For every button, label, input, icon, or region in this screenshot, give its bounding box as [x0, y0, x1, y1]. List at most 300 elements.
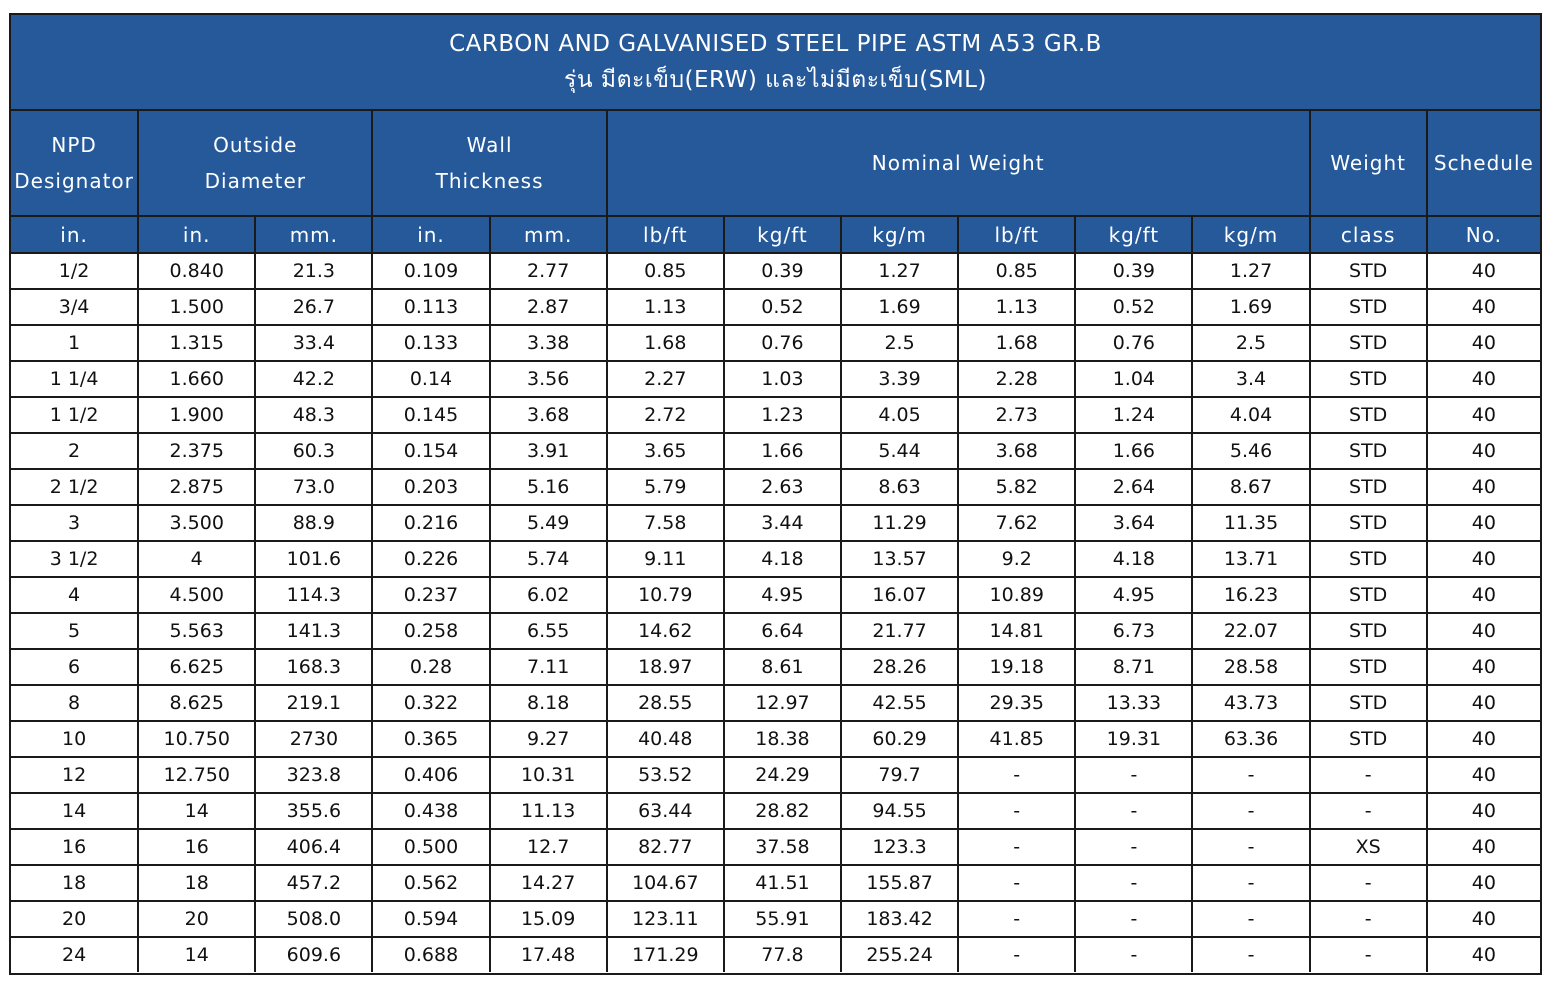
table-cell: 9.2: [958, 541, 1075, 577]
table-cell: -: [1310, 793, 1427, 829]
table-cell: -: [1310, 937, 1427, 972]
table-cell: 77.8: [724, 937, 841, 972]
table-cell: 5: [11, 613, 138, 649]
table-cell: 3.39: [841, 361, 958, 397]
table-cell: 40: [1427, 685, 1540, 721]
unit-header-cell: lb/ft: [607, 216, 724, 253]
table-cell: -: [1310, 757, 1427, 793]
table-cell: -: [1192, 829, 1309, 865]
header-od-line1: Outside: [213, 133, 298, 157]
header-weight: Weight: [1310, 111, 1427, 216]
table-cell: 14: [11, 793, 138, 829]
table-cell: 26.7: [255, 289, 372, 325]
table-cell: 8.18: [490, 685, 607, 721]
table-cell: -: [1192, 865, 1309, 901]
table-cell: -: [1192, 757, 1309, 793]
table-cell: 0.28: [372, 649, 489, 685]
unit-header-cell: in.: [11, 216, 138, 253]
table-cell: 16.07: [841, 577, 958, 613]
table-cell: 12.97: [724, 685, 841, 721]
table-cell: 8.625: [138, 685, 255, 721]
unit-header-cell: kg/ft: [724, 216, 841, 253]
header-wall-line1: Wall: [466, 133, 513, 157]
table-row: [11, 649, 1540, 685]
table-row: [11, 361, 1540, 397]
table-cell: 18: [11, 865, 138, 901]
table-cell: 0.52: [724, 289, 841, 325]
table-cell: 5.44: [841, 433, 958, 469]
table-row: [11, 253, 1540, 289]
table-row: [11, 937, 1540, 972]
table-row: [11, 721, 1540, 757]
table-cell: 123.3: [841, 829, 958, 865]
table-cell: 2 1/2: [11, 469, 138, 505]
table-cell: 168.3: [255, 649, 372, 685]
table-cell: 255.24: [841, 937, 958, 972]
unit-header-cell: class: [1310, 216, 1427, 253]
table-cell: 1.315: [138, 325, 255, 361]
table-cell: STD: [1310, 541, 1427, 577]
table-row: [11, 289, 1540, 325]
unit-header-cell: No.: [1427, 216, 1540, 253]
table-cell: -: [1075, 901, 1192, 937]
table-cell: 183.42: [841, 901, 958, 937]
table-cell: 29.35: [958, 685, 1075, 721]
table-cell: 3.68: [490, 397, 607, 433]
table-cell: 123.11: [607, 901, 724, 937]
table-row: [11, 901, 1540, 937]
table-row: [11, 469, 1540, 505]
table-cell: 12.7: [490, 829, 607, 865]
table-cell: 7.58: [607, 505, 724, 541]
table-row: [11, 433, 1540, 469]
table-cell: STD: [1310, 721, 1427, 757]
table-cell: -: [1075, 757, 1192, 793]
table-cell: 15.09: [490, 901, 607, 937]
table-cell: 37.58: [724, 829, 841, 865]
table-cell: 3.500: [138, 505, 255, 541]
table-cell: 8.61: [724, 649, 841, 685]
table-cell: 79.7: [841, 757, 958, 793]
table-cell: 1.03: [724, 361, 841, 397]
table-cell: 2: [11, 433, 138, 469]
table-cell: 1.24: [1075, 397, 1192, 433]
table-cell: 3.4: [1192, 361, 1309, 397]
table-cell: 28.55: [607, 685, 724, 721]
table-cell: 7.62: [958, 505, 1075, 541]
table-cell: STD: [1310, 397, 1427, 433]
table-cell: 28.26: [841, 649, 958, 685]
table-row: [11, 685, 1540, 721]
table-cell: 13.71: [1192, 541, 1309, 577]
table-cell: XS: [1310, 829, 1427, 865]
unit-header-cell: in.: [138, 216, 255, 253]
table-row: [11, 505, 1540, 541]
table-cell: 63.36: [1192, 721, 1309, 757]
table-cell: 1 1/4: [11, 361, 138, 397]
table-cell: 41.85: [958, 721, 1075, 757]
table-cell: 40: [1427, 613, 1540, 649]
table-cell: 0.76: [724, 325, 841, 361]
table-cell: 33.4: [255, 325, 372, 361]
table-row: [11, 829, 1540, 865]
table-cell: 4.500: [138, 577, 255, 613]
table-cell: 2.73: [958, 397, 1075, 433]
table-cell: 55.91: [724, 901, 841, 937]
table-cell: 114.3: [255, 577, 372, 613]
table-cell: 63.44: [607, 793, 724, 829]
unit-header-cell: kg/m: [841, 216, 958, 253]
unit-header-cell: mm.: [490, 216, 607, 253]
table-cell: 5.82: [958, 469, 1075, 505]
table-cell: 40: [1427, 757, 1540, 793]
table-cell: 1.69: [841, 289, 958, 325]
table-cell: 4.05: [841, 397, 958, 433]
table-cell: 2730: [255, 721, 372, 757]
table-cell: 0.85: [958, 253, 1075, 289]
table-cell: 8.63: [841, 469, 958, 505]
table-cell: 0.39: [1075, 253, 1192, 289]
table-cell: 2.63: [724, 469, 841, 505]
table-cell: 40: [1427, 649, 1540, 685]
table-cell: 40: [1427, 721, 1540, 757]
table-cell: 0.438: [372, 793, 489, 829]
table-cell: -: [1075, 865, 1192, 901]
table-cell: STD: [1310, 433, 1427, 469]
table-row: [11, 793, 1540, 829]
table-cell: 10: [11, 721, 138, 757]
table-cell: 40: [1427, 289, 1540, 325]
table-cell: 40: [1427, 541, 1540, 577]
table-cell: 40: [1427, 829, 1540, 865]
table-cell: 0.562: [372, 865, 489, 901]
table-cell: 21.77: [841, 613, 958, 649]
table-cell: 1: [11, 325, 138, 361]
table-cell: 0.145: [372, 397, 489, 433]
table-cell: 16: [138, 829, 255, 865]
table-cell: 18: [138, 865, 255, 901]
table-cell: STD: [1310, 253, 1427, 289]
table-cell: 14.81: [958, 613, 1075, 649]
table-cell: 1 1/2: [11, 397, 138, 433]
table-cell: -: [958, 757, 1075, 793]
table-cell: 11.35: [1192, 505, 1309, 541]
table-cell: 9.11: [607, 541, 724, 577]
table-cell: 4.95: [724, 577, 841, 613]
table-cell: 0.840: [138, 253, 255, 289]
table-cell: 4.18: [724, 541, 841, 577]
header-npd-line2: Designator: [14, 169, 134, 193]
table-cell: 8.67: [1192, 469, 1309, 505]
table-cell: 42.55: [841, 685, 958, 721]
table-cell: 171.29: [607, 937, 724, 972]
table-cell: 1/2: [11, 253, 138, 289]
table-cell: 1.900: [138, 397, 255, 433]
table-cell: 1.66: [1075, 433, 1192, 469]
table-cell: 24.29: [724, 757, 841, 793]
table-cell: 6: [11, 649, 138, 685]
table-cell: 457.2: [255, 865, 372, 901]
table-cell: 2.5: [1192, 325, 1309, 361]
table-cell: 9.27: [490, 721, 607, 757]
table-row: [11, 865, 1540, 901]
table-cell: 4: [11, 577, 138, 613]
table-cell: 1.27: [841, 253, 958, 289]
table-cell: 3.68: [958, 433, 1075, 469]
header-wall-thickness: [372, 111, 606, 216]
table-cell: 3: [11, 505, 138, 541]
table-cell: 2.375: [138, 433, 255, 469]
table-cell: 0.500: [372, 829, 489, 865]
table-body: [11, 253, 1540, 972]
table-cell: 10.79: [607, 577, 724, 613]
table-cell: 40: [1427, 793, 1540, 829]
table-cell: 2.87: [490, 289, 607, 325]
table-cell: 13.57: [841, 541, 958, 577]
table-cell: 10.89: [958, 577, 1075, 613]
table-cell: 3.65: [607, 433, 724, 469]
table-cell: 2.77: [490, 253, 607, 289]
table-cell: 13.33: [1075, 685, 1192, 721]
table-cell: 0.39: [724, 253, 841, 289]
table-cell: 609.6: [255, 937, 372, 972]
table-cell: 5.46: [1192, 433, 1309, 469]
table-cell: 2.875: [138, 469, 255, 505]
table-cell: 1.68: [607, 325, 724, 361]
table-cell: 60.3: [255, 433, 372, 469]
table-cell: 0.76: [1075, 325, 1192, 361]
header-nominal-weight: Nominal Weight: [607, 111, 1310, 216]
table-cell: -: [958, 865, 1075, 901]
table-cell: 19.18: [958, 649, 1075, 685]
table-cell: 104.67: [607, 865, 724, 901]
table-cell: 40: [1427, 253, 1540, 289]
table-cell: 40: [1427, 433, 1540, 469]
table-row: [11, 613, 1540, 649]
header-npd-line1: NPD: [51, 133, 97, 157]
table-cell: 8: [11, 685, 138, 721]
table-cell: -: [958, 901, 1075, 937]
table-cell: 40: [1427, 397, 1540, 433]
table-cell: 1.66: [724, 433, 841, 469]
table-cell: 21.3: [255, 253, 372, 289]
table-row: [11, 577, 1540, 613]
table-cell: 40: [1427, 577, 1540, 613]
table-cell: -: [1192, 901, 1309, 937]
table-cell: 40: [1427, 469, 1540, 505]
table-cell: 0.85: [607, 253, 724, 289]
table-cell: 88.9: [255, 505, 372, 541]
table-cell: 12: [11, 757, 138, 793]
table-cell: 6.55: [490, 613, 607, 649]
table-cell: 53.52: [607, 757, 724, 793]
table-cell: 14: [138, 793, 255, 829]
table-cell: 5.74: [490, 541, 607, 577]
table-cell: 40.48: [607, 721, 724, 757]
table-cell: 5.79: [607, 469, 724, 505]
table-cell: -: [958, 937, 1075, 972]
table-cell: 10.31: [490, 757, 607, 793]
table-cell: 7.11: [490, 649, 607, 685]
table-cell: 40: [1427, 901, 1540, 937]
table-cell: 28.82: [724, 793, 841, 829]
table-cell: 406.4: [255, 829, 372, 865]
table-cell: 11.29: [841, 505, 958, 541]
pipe-spec-sheet: [9, 13, 1542, 975]
table-cell: 14.27: [490, 865, 607, 901]
table-cell: 1.660: [138, 361, 255, 397]
table-cell: 41.51: [724, 865, 841, 901]
table-cell: 40: [1427, 505, 1540, 541]
table-cell: 0.258: [372, 613, 489, 649]
table-cell: 40: [1427, 937, 1540, 972]
table-cell: 11.13: [490, 793, 607, 829]
unit-header-cell: kg/m: [1192, 216, 1309, 253]
table-cell: 0.52: [1075, 289, 1192, 325]
table-cell: 17.48: [490, 937, 607, 972]
table-cell: STD: [1310, 505, 1427, 541]
table-cell: -: [1192, 937, 1309, 972]
table-cell: 40: [1427, 865, 1540, 901]
table-cell: 40: [1427, 361, 1540, 397]
table-cell: 0.216: [372, 505, 489, 541]
table-cell: 323.8: [255, 757, 372, 793]
table-cell: 2.72: [607, 397, 724, 433]
table-cell: 42.2: [255, 361, 372, 397]
table-cell: 0.109: [372, 253, 489, 289]
header-wall-line2: Thickness: [435, 169, 544, 193]
table-row: [11, 397, 1540, 433]
pipe-spec-table: [11, 111, 1540, 972]
table-cell: 82.77: [607, 829, 724, 865]
table-cell: 1.13: [607, 289, 724, 325]
table-cell: -: [958, 829, 1075, 865]
title-line-2: รุ่น มีตะเข็บ(ERW) และไม่มีตะเข็บ(SML): [564, 67, 987, 93]
table-cell: -: [958, 793, 1075, 829]
table-cell: 18.38: [724, 721, 841, 757]
header-npd-designator: [11, 111, 138, 216]
table-cell: -: [1075, 793, 1192, 829]
table-cell: 1.27: [1192, 253, 1309, 289]
table-cell: 4.95: [1075, 577, 1192, 613]
table-cell: 0.365: [372, 721, 489, 757]
table-cell: STD: [1310, 649, 1427, 685]
table-cell: 1.23: [724, 397, 841, 433]
table-cell: 1.68: [958, 325, 1075, 361]
table-cell: 2.27: [607, 361, 724, 397]
unit-row: [11, 216, 1540, 253]
table-cell: 101.6: [255, 541, 372, 577]
table-cell: 6.02: [490, 577, 607, 613]
table-cell: 219.1: [255, 685, 372, 721]
table-cell: 0.594: [372, 901, 489, 937]
table-cell: -: [1192, 793, 1309, 829]
table-cell: 0.113: [372, 289, 489, 325]
unit-header-cell: kg/ft: [1075, 216, 1192, 253]
table-cell: 0.406: [372, 757, 489, 793]
header-schedule: Schedule: [1427, 111, 1540, 216]
table-cell: -: [1310, 865, 1427, 901]
table-cell: 3.91: [490, 433, 607, 469]
table-cell: 22.07: [1192, 613, 1309, 649]
table-cell: 40: [1427, 325, 1540, 361]
table-cell: 4.04: [1192, 397, 1309, 433]
table-cell: 0.154: [372, 433, 489, 469]
table-cell: STD: [1310, 613, 1427, 649]
table-cell: 28.58: [1192, 649, 1309, 685]
header-outside-diameter: [138, 111, 372, 216]
table-cell: 0.133: [372, 325, 489, 361]
table-cell: 24: [11, 937, 138, 972]
table-cell: 20: [11, 901, 138, 937]
table-cell: 2.28: [958, 361, 1075, 397]
table-cell: 6.73: [1075, 613, 1192, 649]
table-cell: 8.71: [1075, 649, 1192, 685]
table-cell: 60.29: [841, 721, 958, 757]
table-cell: 1.500: [138, 289, 255, 325]
table-cell: STD: [1310, 361, 1427, 397]
table-cell: 14.62: [607, 613, 724, 649]
table-cell: 3 1/2: [11, 541, 138, 577]
table-cell: 10.750: [138, 721, 255, 757]
table-cell: -: [1075, 937, 1192, 972]
table-cell: 0.203: [372, 469, 489, 505]
table-cell: 0.226: [372, 541, 489, 577]
table-cell: 2.64: [1075, 469, 1192, 505]
table-cell: 73.0: [255, 469, 372, 505]
table-cell: 1.04: [1075, 361, 1192, 397]
table-cell: 43.73: [1192, 685, 1309, 721]
table-cell: 19.31: [1075, 721, 1192, 757]
table-cell: STD: [1310, 577, 1427, 613]
table-cell: 5.49: [490, 505, 607, 541]
table-cell: 18.97: [607, 649, 724, 685]
table-cell: STD: [1310, 685, 1427, 721]
table-row: [11, 325, 1540, 361]
table-cell: 1.69: [1192, 289, 1309, 325]
title-line-1: CARBON AND GALVANISED STEEL PIPE ASTM A53 GR.B: [449, 31, 1102, 57]
table-cell: 3.44: [724, 505, 841, 541]
table-cell: 3.64: [1075, 505, 1192, 541]
table-cell: 141.3: [255, 613, 372, 649]
table-cell: 5.16: [490, 469, 607, 505]
table-cell: 155.87: [841, 865, 958, 901]
unit-header-cell: lb/ft: [958, 216, 1075, 253]
unit-header-cell: in.: [372, 216, 489, 253]
table-cell: 3.38: [490, 325, 607, 361]
table-cell: STD: [1310, 469, 1427, 505]
table-cell: -: [1075, 829, 1192, 865]
table-cell: 5.563: [138, 613, 255, 649]
table-cell: 3/4: [11, 289, 138, 325]
header-od-line2: Diameter: [204, 169, 306, 193]
table-cell: 48.3: [255, 397, 372, 433]
table-cell: STD: [1310, 289, 1427, 325]
table-cell: 6.625: [138, 649, 255, 685]
table-cell: STD: [1310, 325, 1427, 361]
table-cell: 1.13: [958, 289, 1075, 325]
table-cell: -: [1310, 901, 1427, 937]
table-cell: 0.322: [372, 685, 489, 721]
table-cell: 508.0: [255, 901, 372, 937]
table-cell: 12.750: [138, 757, 255, 793]
table-row: [11, 541, 1540, 577]
table-cell: 0.688: [372, 937, 489, 972]
unit-header-cell: mm.: [255, 216, 372, 253]
table-cell: 4.18: [1075, 541, 1192, 577]
header-row: [11, 111, 1540, 216]
table-cell: 16.23: [1192, 577, 1309, 613]
